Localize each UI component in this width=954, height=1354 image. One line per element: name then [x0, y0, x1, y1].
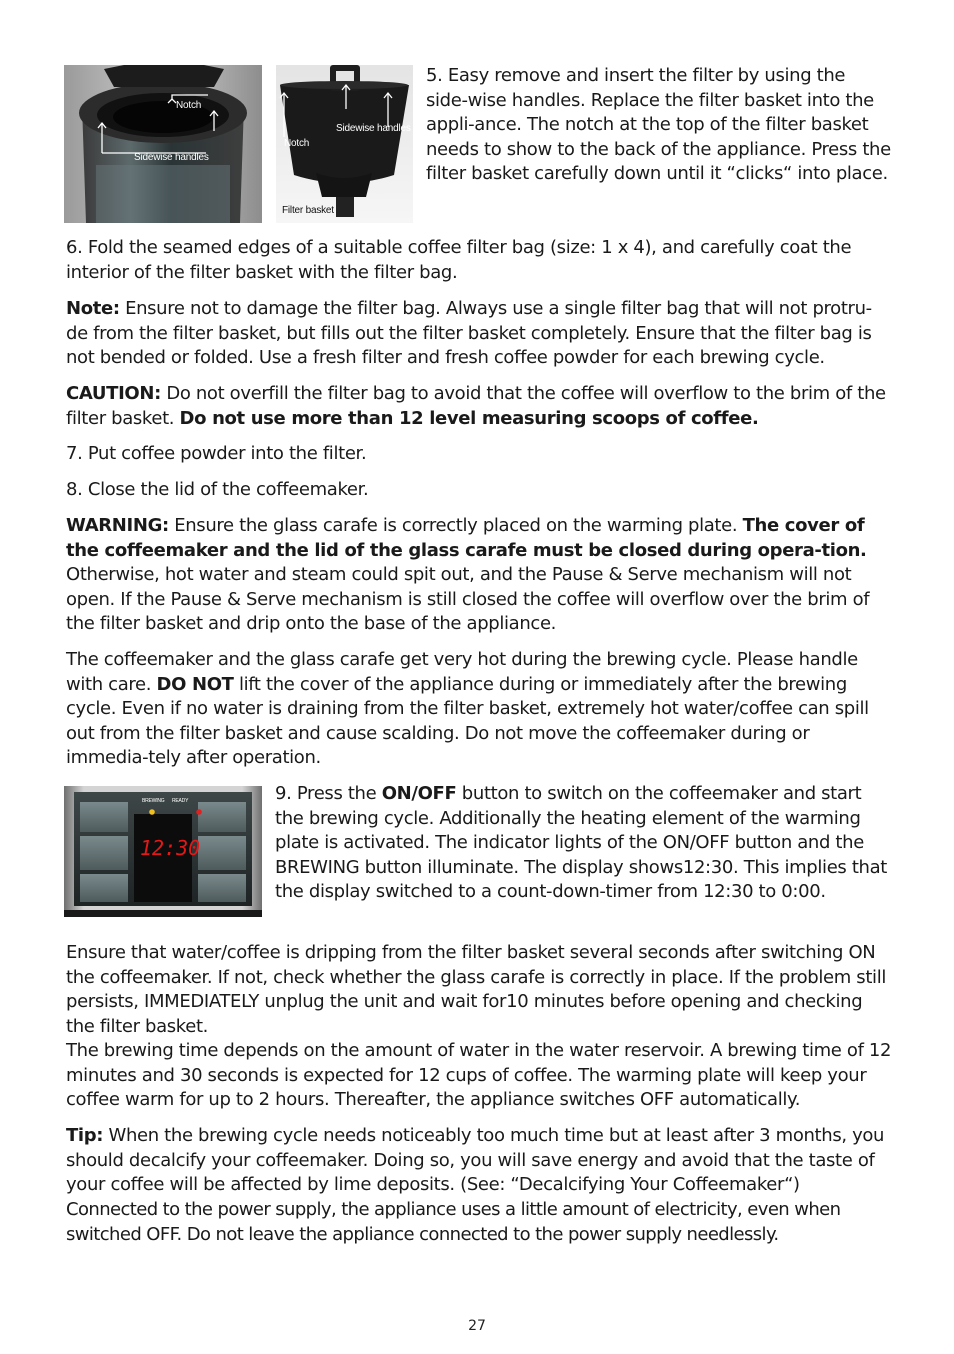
brewing-indicator-label: BREWING — [142, 798, 165, 804]
control-panel-photo — [64, 786, 262, 917]
warning-emphasis: The cover of the coffeemaker and the lid of the glass carafe must be closed during opera-tion. — [66, 515, 867, 561]
tip-text: When the brewing cycle needs noticeably too much time but at least after 3 months, you should decalcify your coffeemaker. Doing so, you will save energy and avoid that the taste of your coffee will be affected by lime deposits. (See: “Decalcifying Your Coffeemaker“) — [66, 1125, 885, 1196]
step-6-text: 6. Fold the seamed edges of a suitable coffee filter bag (size: 1 x 4), and carefully coat the interior of the filter basket with the filter bag. — [66, 237, 852, 283]
brewing-time-text: The brewing time depends on the amount of water in the water reservoir. A brewing time of 12 minutes and 30 seconds is expected for 12 cups of coffee. The warming plate will keep your coffee warm for up to 2 hours. Thereafter, the appliance switches OFF automatically. — [66, 1040, 892, 1111]
page-number: 27 — [468, 1318, 486, 1334]
step-5-text: 5. Easy remove and insert the filter by using the side-wise handles. Replace the filter basket into the appli-ance. The notch at the top of the filter basket needs to show to the back of the appliance. Press the filter basket carefully down until it “clicks“ into place. — [426, 65, 891, 185]
warning-paragraph — [66, 514, 892, 637]
warning-text: Ensure the glass carafe is correctly placed on the warming plate. — [168, 515, 743, 536]
on-off-emphasis: ON/OFF — [381, 783, 457, 804]
display-time: 12:30 — [140, 836, 201, 860]
notch-label: Notch — [284, 138, 310, 149]
ensure-dripping-text: Ensure that water/coffee is dripping from the filter basket several seconds after switching ON the coffeemaker. If not, check whether the glass carafe is correctly in place. If the problem still persists, IMMEDIATELY unplug the unit and wait for10 minutes before opening and checking the filter basket. — [66, 942, 886, 1037]
step-8-text: 8. Close the lid of the coffeemaker. — [66, 479, 369, 500]
caution-text: Do not overfill the filter bag to avoid that the coffee will overflow to the brim of the filter basket. — [66, 383, 886, 429]
warning-label: WARNING: — [66, 515, 169, 536]
hot-text: The coffeemaker and the glass carafe get very hot during the brewing cycle. Please handle with care. — [66, 649, 858, 695]
power-supply-text: Connected to the power supply, the appliance uses a little amount of electricity, even when switched OFF. Do not leave the appliance connected to the power supply needlessly. — [66, 1199, 841, 1245]
caution-paragraph — [66, 382, 892, 431]
filter-basket-label: Filter basket — [282, 205, 334, 216]
hot-emphasis: DO NOT — [156, 673, 234, 695]
hot-warning-paragraph — [66, 648, 892, 771]
hot-text-continued: lift the cover of the appliance during or immediately after the brewing cycle. Even if no water is draining from the filter basket, extremely hot water/coffee can spill out from the filter basket and cause scalding. Do not move the coffeemaker during or immedia-tely after operation. — [66, 673, 869, 769]
coffeemaker-top-illustration — [64, 65, 262, 223]
warning-text-continued: Otherwise, hot water and steam could spit out, and the Pause & Serve mechanism will not open. If the Pause & Serve mechanism is still closed the coffee will overflow over the brim of the filter basket and drip onto the base of the appliance. — [66, 564, 870, 635]
note-paragraph — [66, 297, 892, 371]
sidewise-handles-label: Sidewise handles — [336, 123, 411, 134]
tip-label: Tip: — [66, 1125, 104, 1146]
caution-label: CAUTION: — [66, 383, 161, 404]
notch-label: Notch — [176, 100, 202, 111]
ready-indicator-label: READY — [172, 798, 189, 804]
step-9-paragraph — [275, 782, 892, 905]
note-text: Ensure not to damage the filter bag. Always use a single filter bag that will not protru-de from the filter basket, but fills out the filter basket completely. Ensure that the filter bag is not bended or folded. Use a fresh filter and fresh coffee powder for each brewing cycle. — [66, 298, 872, 369]
step-9-text: 9. Press the — [275, 783, 382, 804]
filter-basket-photo — [276, 65, 413, 223]
step-9-text-continued: button to switch on the coffeemaker and start the brewing cycle. Additionally the heating element of the warming plate is activated. The indicator lights of the ON/OFF button and the BREWING button illuminate. The display shows12:30. This implies that the display switched to a count-down-timer from 12:30 to 0:00. — [275, 783, 887, 903]
note-label: Note: — [66, 298, 120, 319]
caution-emphasis: Do not use more than 12 level measuring scoops of coffee. — [179, 407, 759, 429]
coffeemaker-top-photo — [64, 65, 262, 223]
sidewise-handles-label: Sidewise handles — [134, 152, 209, 163]
tip-paragraph — [66, 1124, 892, 1198]
step-7-text: 7. Put coffee powder into the filter. — [66, 443, 367, 464]
